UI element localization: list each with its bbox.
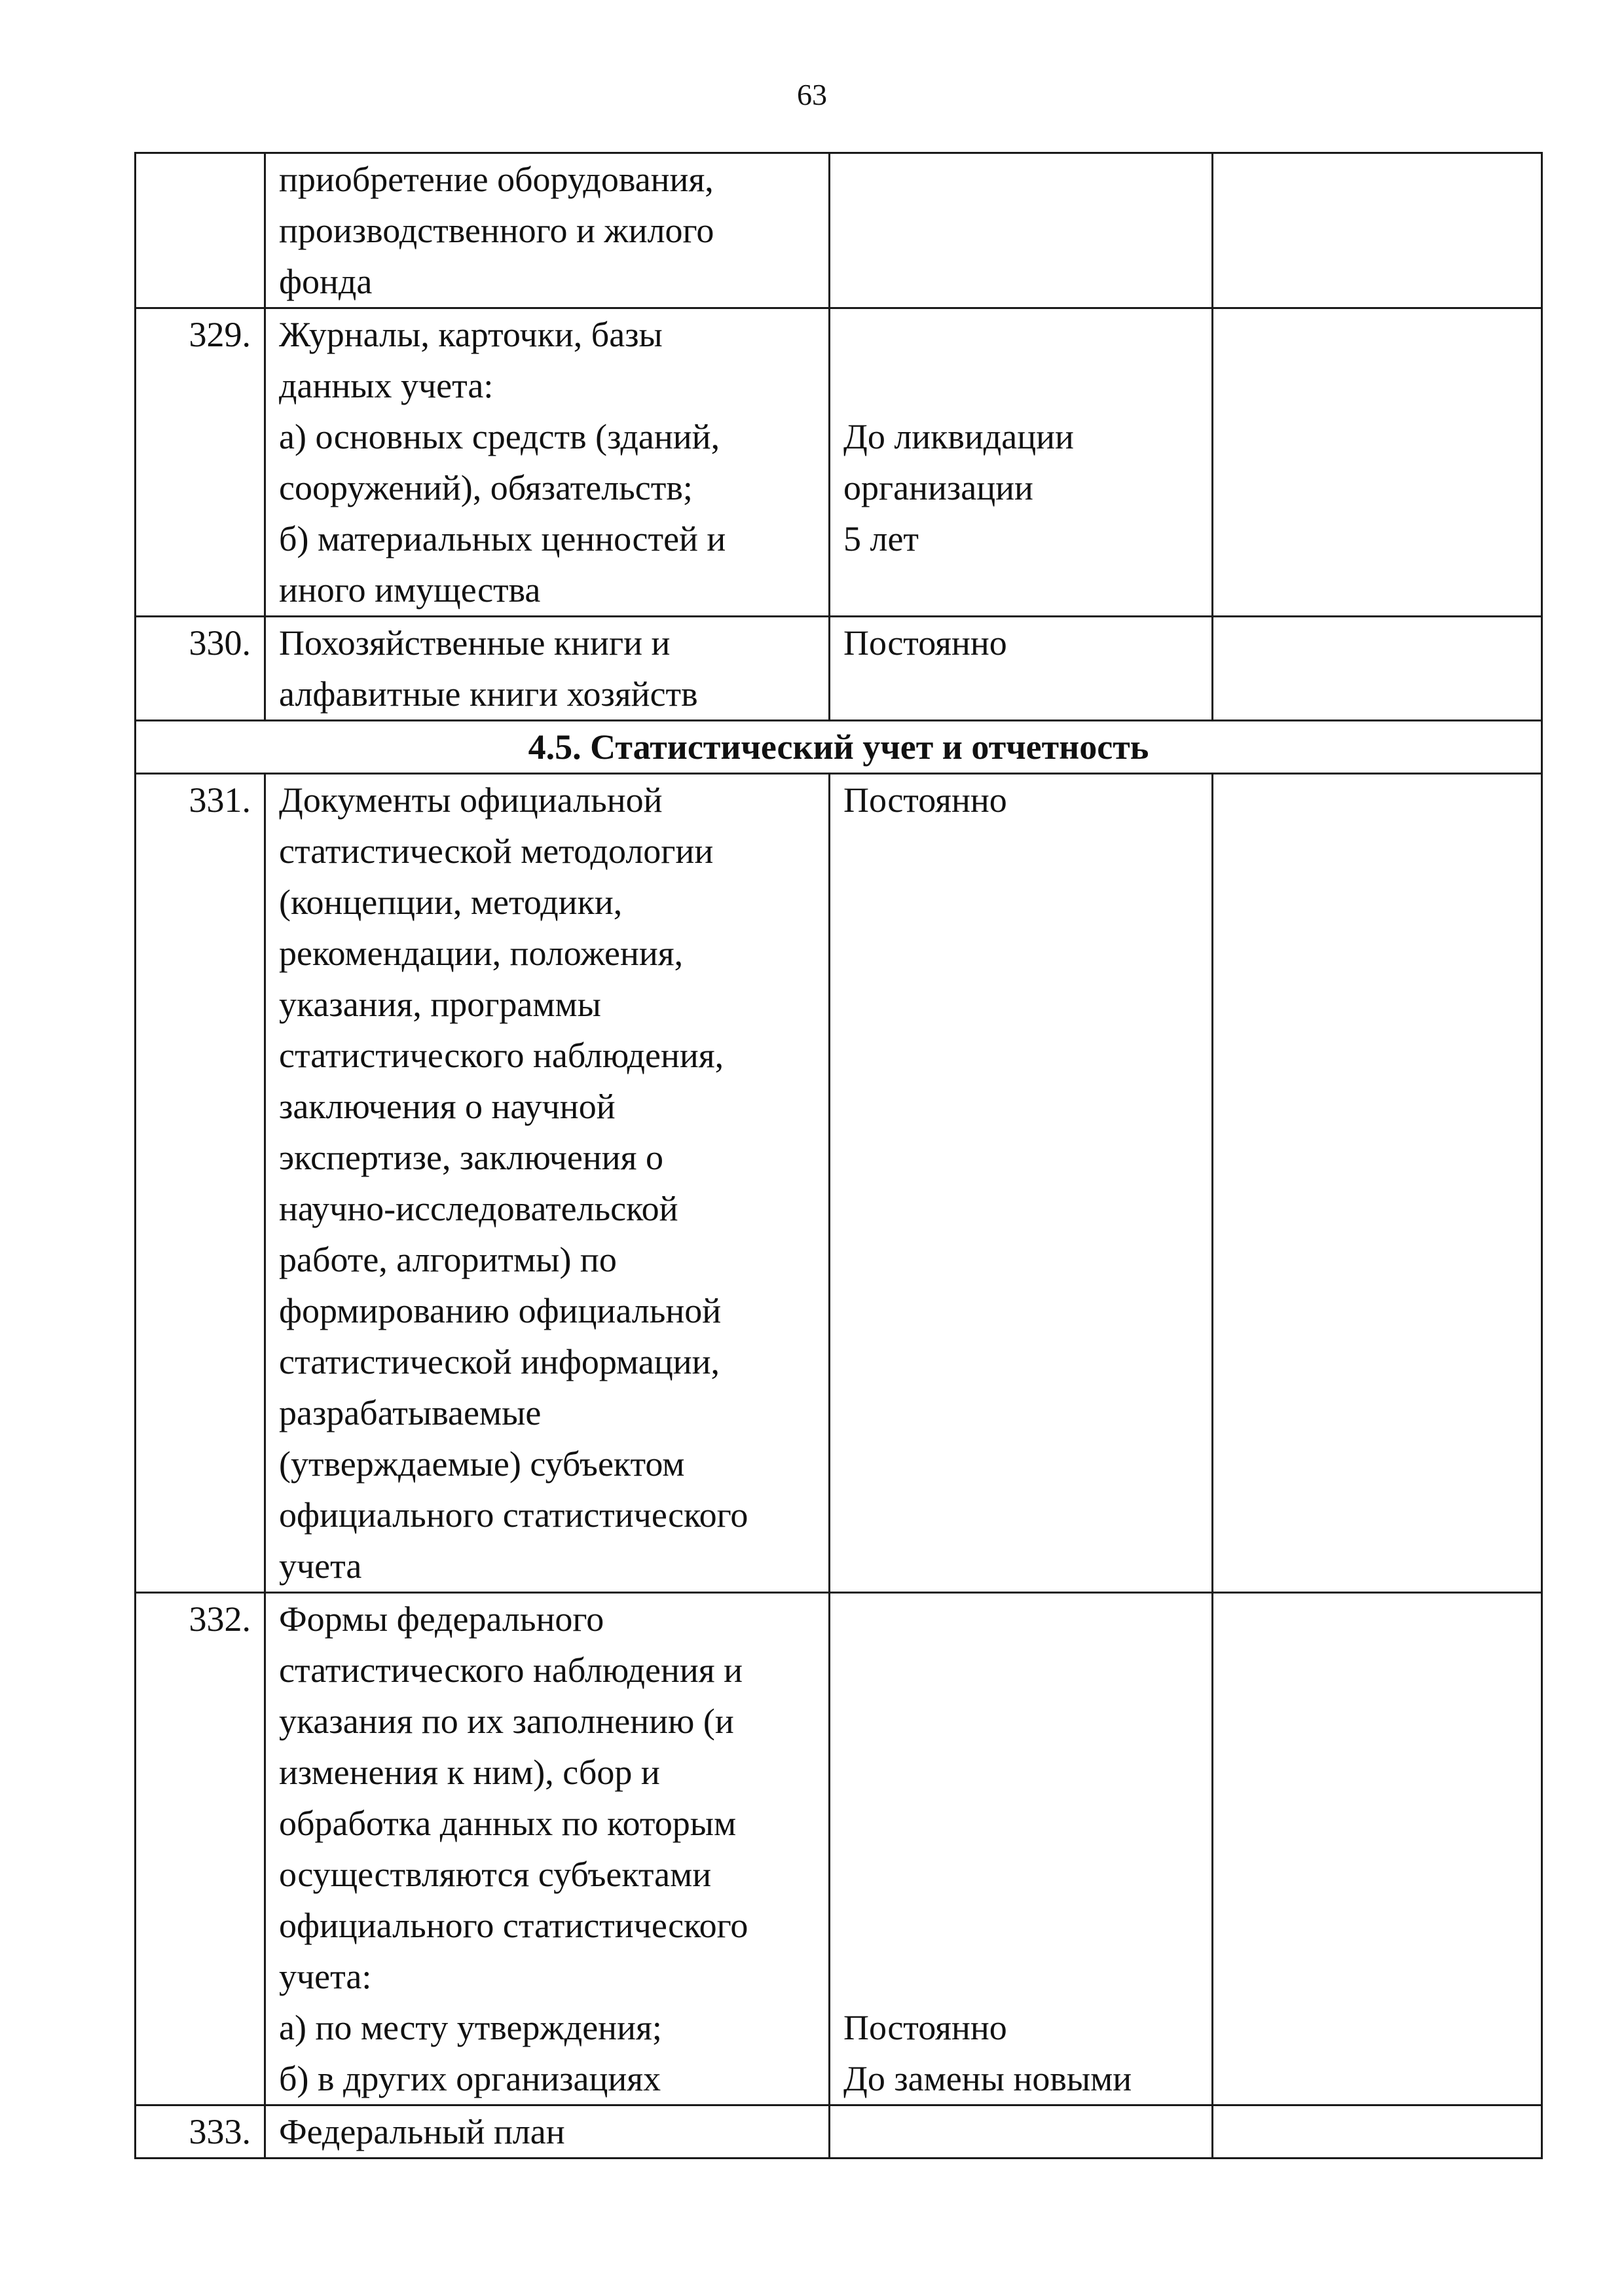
description-line: данных учета: (279, 366, 494, 405)
item-number: 333. (136, 2105, 265, 2159)
table-row (136, 1593, 1542, 2105)
item-description (265, 1593, 830, 2105)
retention-table (134, 152, 1543, 2159)
description-line: Федеральный план (279, 2112, 565, 2151)
retention-term (830, 1593, 1213, 2105)
table-row (136, 153, 1542, 308)
term-line: организации (843, 468, 1033, 507)
description-line: учета (279, 1546, 362, 1586)
table-row (136, 308, 1542, 617)
item-description (265, 774, 830, 1593)
item-description (265, 2105, 830, 2159)
description-line: приобретение оборудования, (279, 160, 714, 199)
description-line: осуществляются субъектами (279, 1855, 712, 1894)
term-line (843, 1645, 1198, 1696)
description-line: статистического наблюдения, (279, 1036, 724, 1075)
description-line: производственного и жилого (279, 211, 714, 250)
description-line: б) материальных ценностей и (279, 519, 726, 558)
description-line: Документы официальной (279, 780, 663, 820)
description-line: фонда (279, 262, 373, 301)
item-description (265, 153, 830, 308)
term-line: Постоянно (843, 623, 1007, 663)
description-line: официального статистического (279, 1906, 748, 1945)
description-line: изменения к ним), сбор и (279, 1753, 660, 1792)
table-row (136, 774, 1542, 1593)
table-row (136, 617, 1542, 721)
description-line: формированию официальной (279, 1291, 722, 1330)
description-line: обработка данных по которым (279, 1804, 737, 1843)
retention-term (830, 2105, 1213, 2159)
description-line: научно-исследовательской (279, 1189, 678, 1228)
item-number: 332. (136, 1593, 265, 2105)
term-line: До замены новыми (843, 2059, 1132, 2098)
description-line: указания, программы (279, 985, 601, 1024)
item-note (1213, 2105, 1542, 2159)
description-line: Формы федерального (279, 1599, 604, 1639)
item-note (1213, 774, 1542, 1593)
description-line: а) по месту утверждения; (279, 2008, 662, 2047)
term-line: Постоянно (843, 2008, 1007, 2047)
term-line: До ликвидации (843, 417, 1074, 456)
item-description (265, 308, 830, 617)
item-number (136, 153, 265, 308)
description-line: (утверждаемые) субъектом (279, 1444, 685, 1484)
description-line: статистического наблюдения и (279, 1650, 743, 1690)
description-line: статистической методологии (279, 831, 714, 871)
description-line: официального статистического (279, 1495, 748, 1535)
description-line: сооружений), обязательств; (279, 468, 693, 507)
item-note (1213, 308, 1542, 617)
description-line: работе, алгоритмы) по (279, 1240, 617, 1279)
retention-term (830, 774, 1213, 1593)
table-body (136, 153, 1542, 2159)
term-line (843, 309, 1198, 360)
term-line: 5 лет (843, 519, 919, 558)
term-line: Постоянно (843, 780, 1007, 820)
term-line (843, 1747, 1198, 1798)
description-line: алфавитные книги хозяйств (279, 674, 698, 714)
term-line (843, 1798, 1198, 1849)
description-line: б) в других организациях (279, 2059, 661, 2098)
description-line: статистической информации, (279, 1342, 720, 1381)
description-line: а) основных средств (зданий, (279, 417, 720, 456)
table-row (136, 2105, 1542, 2159)
description-line: иного имущества (279, 570, 541, 610)
term-line (843, 1900, 1198, 1951)
term-line (843, 1951, 1198, 2002)
retention-term (830, 153, 1213, 308)
item-description (265, 617, 830, 721)
description-line: учета: (279, 1957, 372, 1996)
description-line: рекомендации, положения, (279, 934, 684, 973)
item-number: 329. (136, 308, 265, 617)
term-line (843, 360, 1198, 411)
item-number: 331. (136, 774, 265, 1593)
term-line (843, 1594, 1198, 1645)
description-line: заключения о научной (279, 1087, 616, 1126)
term-line (843, 1696, 1198, 1747)
section-header-row (136, 721, 1542, 774)
item-note (1213, 153, 1542, 308)
term-line (843, 1849, 1198, 1900)
retention-term (830, 308, 1213, 617)
section-title: 4.5. Статистический учет и отчетность (136, 721, 1542, 774)
description-line: Журналы, карточки, базы (279, 315, 663, 354)
page-number: 63 (797, 78, 827, 111)
description-line: Похозяйственные книги и (279, 623, 671, 663)
item-note (1213, 1593, 1542, 2105)
description-line: указания по их заполнению (и (279, 1702, 734, 1741)
item-note (1213, 617, 1542, 721)
description-line: экспертизе, заключения о (279, 1138, 664, 1177)
description-line: разрабатываемые (279, 1393, 542, 1432)
description-line: (концепции, методики, (279, 883, 623, 922)
retention-term (830, 617, 1213, 721)
item-number: 330. (136, 617, 265, 721)
